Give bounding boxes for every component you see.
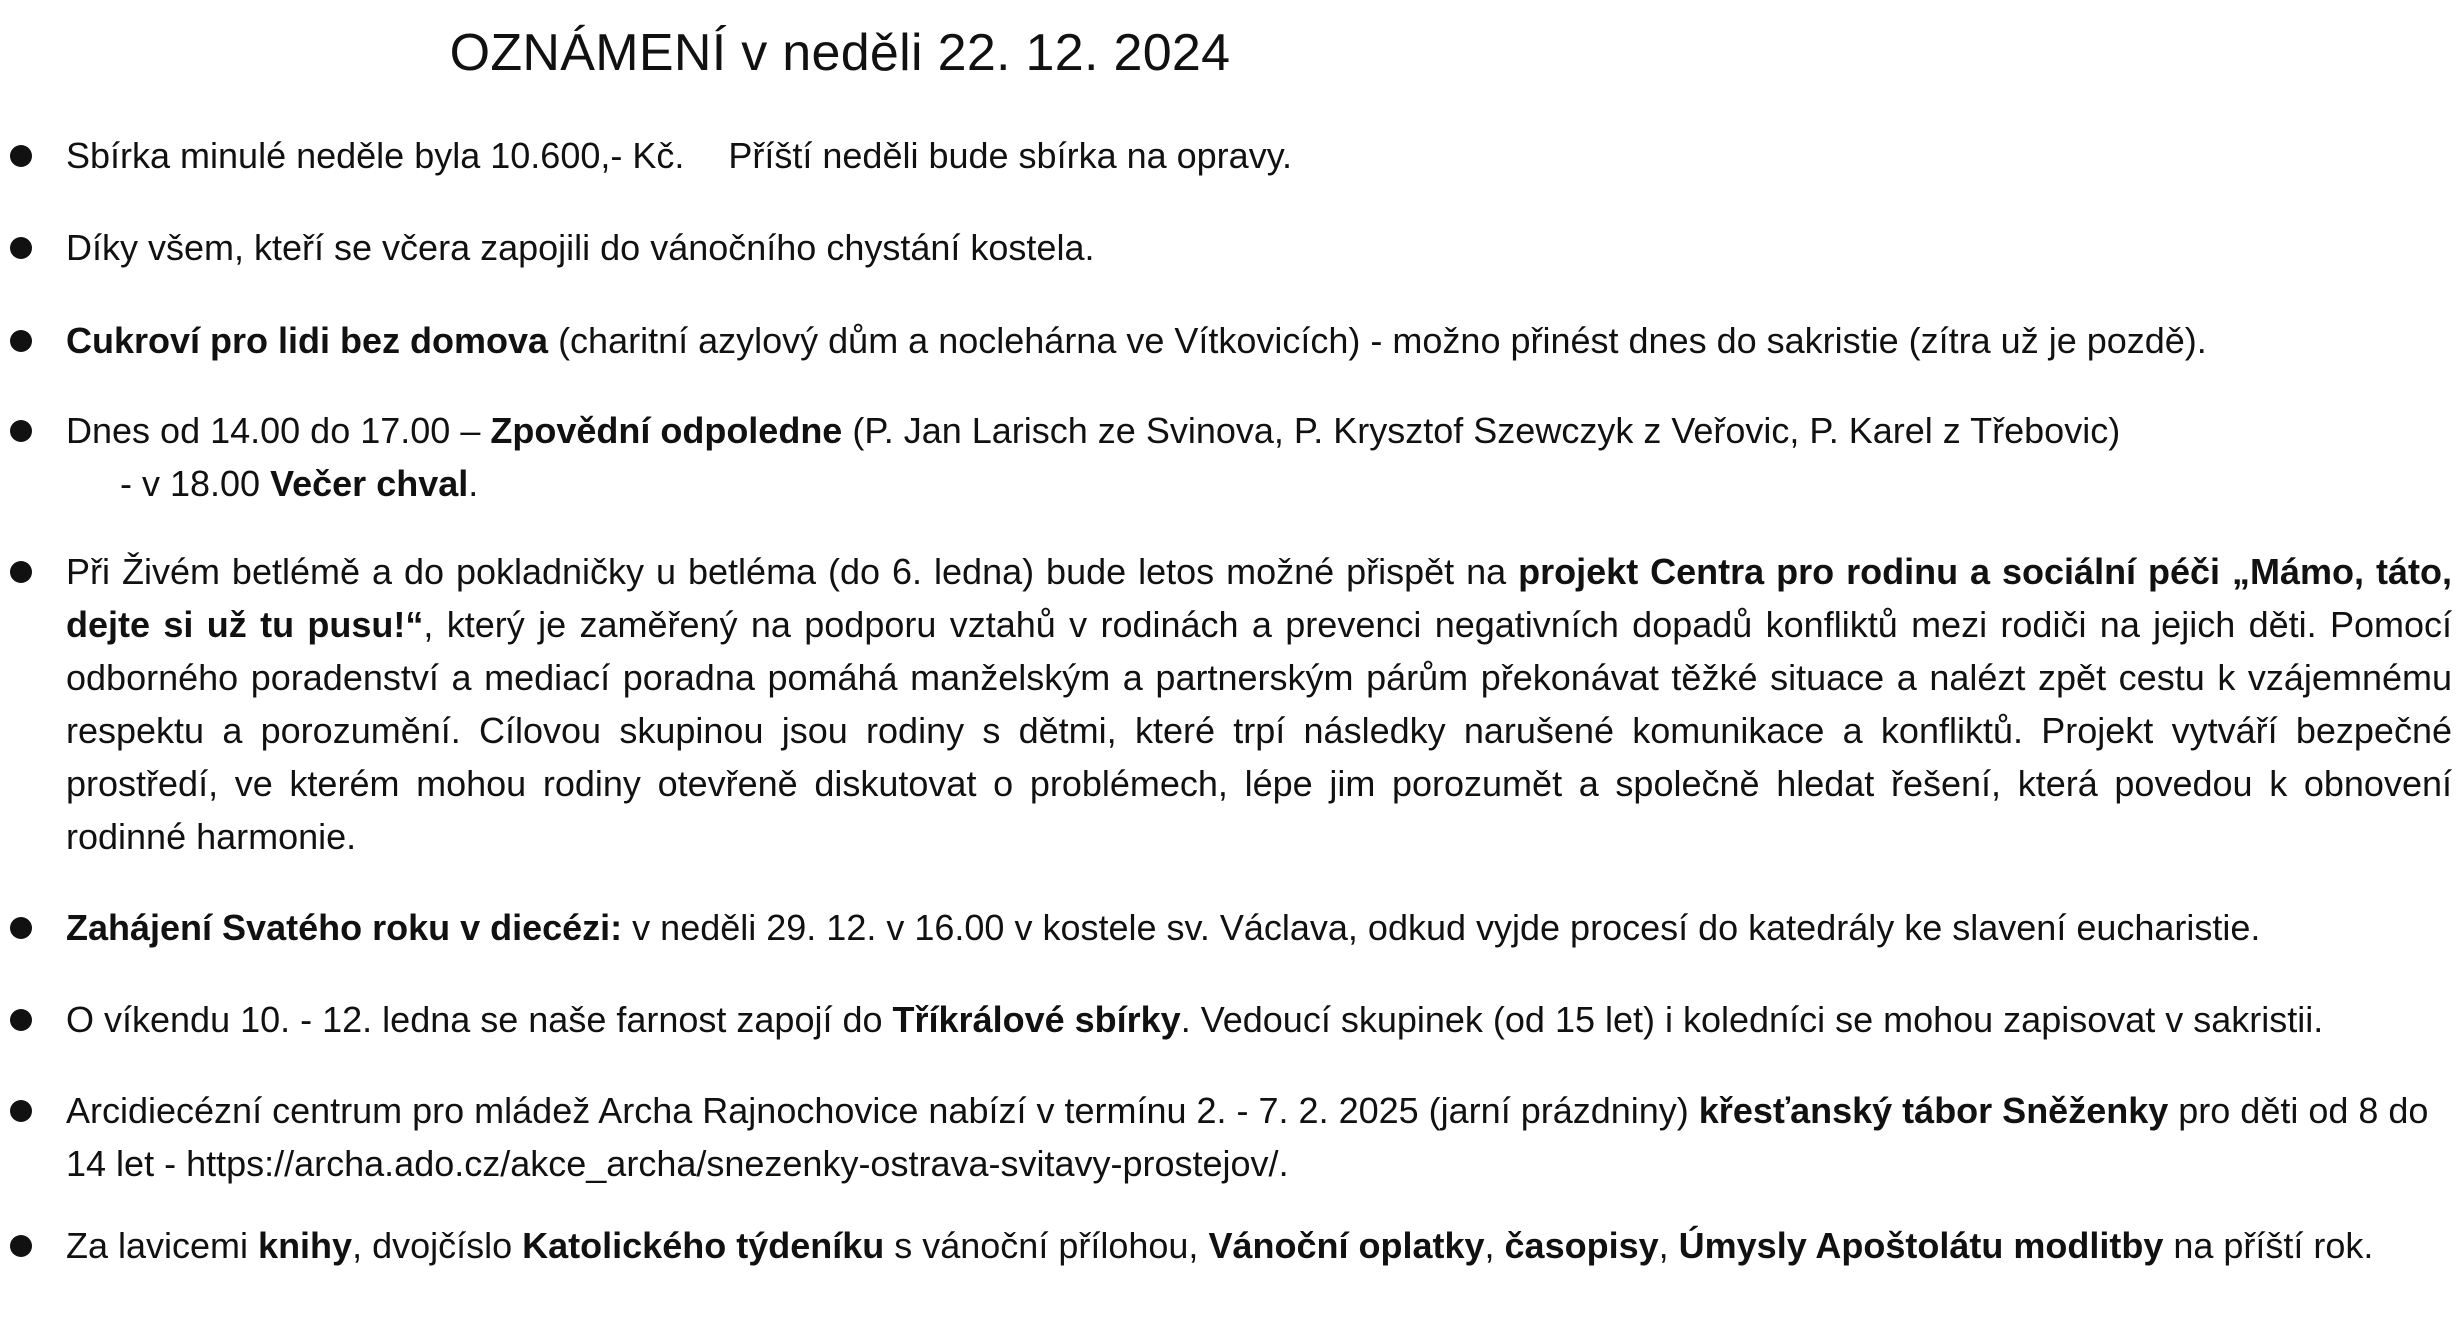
- announcement-confession-second-line: - v 18.00 Večer chval.: [120, 463, 479, 504]
- bullet-icon: [10, 1009, 32, 1031]
- announcement-collection: Sbírka minulé neděle byla 10.600,- Kč. Příští neděli bude sbírka na opravy.: [66, 135, 1293, 176]
- bullet-icon: [10, 1100, 32, 1122]
- announcement-bethlehem-project: Při Živém betlémě a do pokladničky u betléma (do 6. ledna) bude letos možné přispět na projekt Centra pro rodinu a sociální péči „Mámo, táto, dejte si už tu pusu!“, který je zaměřený na podporu vztahů v rodinách a prevenci negativních dopadů konfliktů mezi rodiči na jejich děti. Pomocí odborného poradenství a mediací poradna pomáhá manželským a partnerským párům překonávat těžké situace a nalézt zpět cestu k vzájemnému respektu a porozumění. Cílovou skupinou jsou rodiny s dětmi, které trpí následky narušené komunikace a konfliktů. Projekt vytváří bezpečné prostředí, ve kterém mohou rodiny otevřeně diskutovat o problémech, lépe jim porozumět a společně hledat řešení, která povedou k obnovení rodinné harmonie.: [66, 551, 2452, 857]
- bullet-icon: [10, 145, 32, 167]
- page-title: OZNÁMENÍ v neděli 22. 12. 2024: [449, 24, 1231, 82]
- announcement-press: Za lavicemi knihy, dvojčíslo Katolického týdeníku s vánoční přílohou, Vánoční oplatky, časopisy, Úmysly Apoštolátu modlitby na příští rok.: [66, 1225, 2374, 1266]
- announcement-camp: Arcidiecézní centrum pro mládež Archa Rajnochovice nabízí v termínu 2. - 7. 2. 2025 (jarní prázdniny) křesťanský tábor Sněženky pro děti od 8 do 14 let - https://archa.ado.cz/akce_archa/snezenky-ostrava-svitavy-prostejov/.: [66, 1090, 2429, 1184]
- bullet-icon: [10, 561, 32, 583]
- bullet-icon: [10, 1235, 32, 1257]
- bullet-icon: [10, 420, 32, 442]
- announcement-thanks: Díky všem, kteří se včera zapojili do vánočního chystání kostela.: [66, 227, 1095, 268]
- announcement-holy-year: Zahájení Svatého roku v diecézi: v neděli 29. 12. v 16.00 v kostele sv. Václava, odkud vyjde procesí do katedrály ke slavení eucharistie.: [66, 907, 2261, 948]
- announcement-three-kings: O víkendu 10. - 12. ledna se naše farnost zapojí do Tříkrálové sbírky. Vedoucí skupinek (od 15 let) i koledníci se mohou zapisovat v sakristii.: [66, 999, 2324, 1040]
- bullet-icon: [10, 917, 32, 939]
- bullet-icon: [10, 330, 32, 352]
- bullet-icon: [10, 237, 32, 259]
- announcement-confession: Dnes od 14.00 do 17.00 – Zpovědní odpoledne (P. Jan Larisch ze Svinova, P. Krysztof Szewczyk z Veřovic, P. Karel z Třebovic) - v 18.00 Večer chval.: [66, 404, 2452, 510]
- announcement-cookies: Cukroví pro lidi bez domova (charitní azylový dům a noclehárna ve Vítkovicích) - možno přinést dnes do sakristie (zítra už je pozdě).: [66, 320, 2207, 361]
- camp-url[interactable]: https://archa.ado.cz/akce_archa/snezenky-ostrava-svitavy-prostejov/: [186, 1143, 1279, 1184]
